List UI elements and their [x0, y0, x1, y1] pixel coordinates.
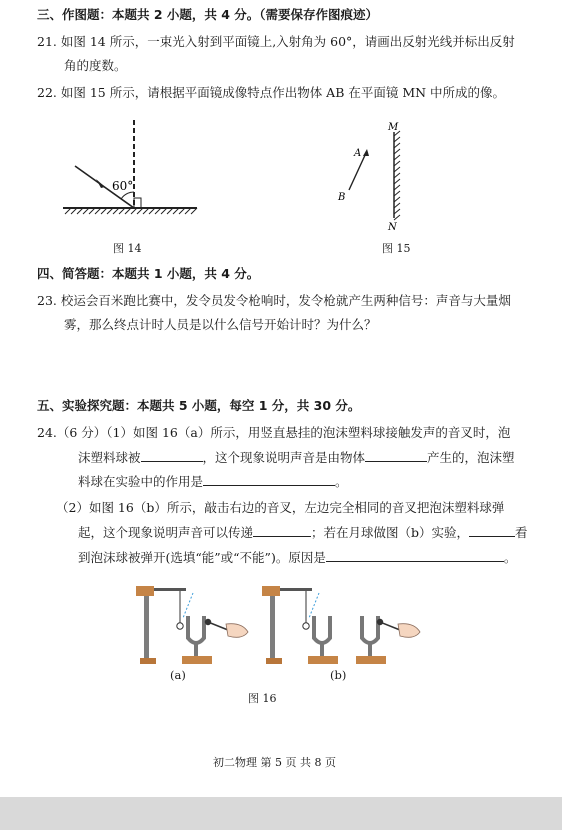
fig16b-mallet — [380, 622, 400, 630]
answer-blank-3[interactable] — [203, 472, 335, 486]
question-22: 22. 如图 15 所示，请根据平面镜成像特点作出物体 AB 在平面镜 MN 中所成的像。 — [37, 85, 506, 100]
answer-blank-6[interactable] — [326, 548, 504, 562]
angle-arc — [121, 192, 134, 199]
fig16b-swing-path — [309, 593, 319, 618]
fig16a-fork-base — [182, 656, 212, 664]
figure-14-caption: 图 14 — [113, 242, 142, 255]
fig16a-hand — [226, 624, 248, 638]
fig14-angle-label: 60° — [112, 179, 134, 193]
figure-14-diagram — [55, 118, 205, 223]
answer-blank-1[interactable] — [141, 448, 203, 462]
question-24-line2 — [78, 448, 515, 467]
section4-heading: 四、简答题：本题共 1 小题，共 4 分。 — [37, 266, 260, 281]
fig16a-swing-path — [183, 593, 193, 618]
right-angle-mark — [134, 198, 141, 208]
figure-15-caption: 图 15 — [382, 242, 411, 255]
question-23-line1: 23. 校运会百米跑比赛中，发令员发令枪响时，发令枪就产生两种信号：声音与大量烟 — [37, 293, 511, 308]
fig16b-left-tuning-fork — [314, 616, 330, 643]
q24-line2-text-a: 沫塑料球被 — [78, 450, 141, 465]
fig16b-apparatus — [262, 586, 420, 664]
object-arrow-head — [363, 149, 369, 156]
answer-blank-4[interactable] — [253, 523, 311, 537]
figure-16b-label: (b) — [330, 668, 347, 682]
fig16b-right-fork-base — [356, 656, 386, 664]
fig16b-clamp — [262, 586, 280, 596]
label-n: N — [388, 222, 397, 233]
section3-heading: 三、作图题：本题共 2 小题，共 4 分。（需要保存作图痕迹） — [37, 7, 379, 22]
figure-15-diagram — [330, 118, 420, 233]
question-24-line3 — [78, 472, 348, 491]
q24-line5-text-b: ；若在月球做图（b）实验， — [311, 525, 470, 540]
question-21-line2: 角的度数。 — [64, 58, 127, 73]
question-23-line2: 雾，那么终点计时人员是以什么信号开始计时？为什么？ — [64, 317, 377, 332]
fig16b-mallet-head — [377, 619, 383, 625]
question-24-line5 — [78, 523, 528, 542]
fig16b-right-fork-stem — [368, 644, 372, 658]
figure-16-caption: 图 16 — [248, 692, 277, 705]
label-b: B — [338, 192, 346, 203]
fig16b-left-fork-stem — [320, 644, 324, 658]
fig16a-clamp — [136, 586, 154, 596]
fig16a-foam-ball — [177, 623, 183, 629]
q24-line3-text-b: 。 — [335, 474, 348, 489]
viewer-bottom-bar — [0, 797, 562, 830]
q24-line3-text-a: 料球在实验中的作用是 — [78, 474, 204, 489]
label-a: A — [354, 148, 362, 159]
page-footer: 初二物理 第 5 页 共 8 页 — [213, 756, 336, 769]
q24-line2-text-b: ，这个现象说明声音是由物体 — [202, 450, 366, 465]
fig16b-left-fork-base — [308, 656, 338, 664]
mirror-mn-hatching — [394, 131, 400, 220]
fig16b-stand-pole — [270, 590, 275, 660]
q24-line5-text-a: 起，这个现象说明声音可以传递 — [78, 525, 254, 540]
fig16a-fork-stem — [194, 644, 198, 658]
q24-line6-text-b: 。 — [503, 550, 517, 565]
question-24-line1: 24.（6 分）（1）如图 16（a）所示，用竖直悬挂的泡沫塑料球接触发声的音叉时，泡 — [37, 425, 511, 440]
answer-blank-5[interactable] — [469, 523, 515, 537]
question-24-line6 — [78, 548, 516, 567]
q24-line5-text-c: 看 — [515, 525, 528, 540]
figure-16a-label: (a) — [170, 668, 186, 682]
q24-line2-text-c: 产生的，泡沫塑 — [427, 450, 515, 465]
fig16b-foam-ball — [303, 623, 309, 629]
label-m: M — [388, 122, 399, 133]
fig16b-hand — [398, 624, 420, 638]
answer-blank-2[interactable] — [365, 448, 427, 462]
section5-heading: 五、实验探究题：本题共 5 小题，每空 1 分，共 30 分。 — [37, 398, 361, 413]
fig16a-apparatus — [136, 586, 248, 664]
fig16a-tuning-fork — [188, 616, 204, 643]
question-24-line4: （2）如图 16（b）所示，敲击右边的音叉，左边完全相同的音叉把泡沫塑料球弹 — [56, 500, 505, 515]
fig16a-mallet-head — [205, 619, 211, 625]
fig16a-stand-pole — [144, 590, 149, 660]
fig16b-right-tuning-fork — [362, 616, 378, 643]
fig16a-mallet — [208, 622, 228, 630]
fig16a-stand-base — [140, 658, 156, 664]
q24-line6-text-a: 到泡沫球被弹开(选填“能”或“不能”)。原因是 — [78, 550, 326, 565]
fig16b-stand-base — [266, 658, 282, 664]
incident-ray-arrow — [96, 179, 105, 188]
question-21-line1: 21. 如图 14 所示，一束光入射到平面镜上,入射角为 60°，请画出反射光线并标出反射 — [37, 34, 515, 49]
